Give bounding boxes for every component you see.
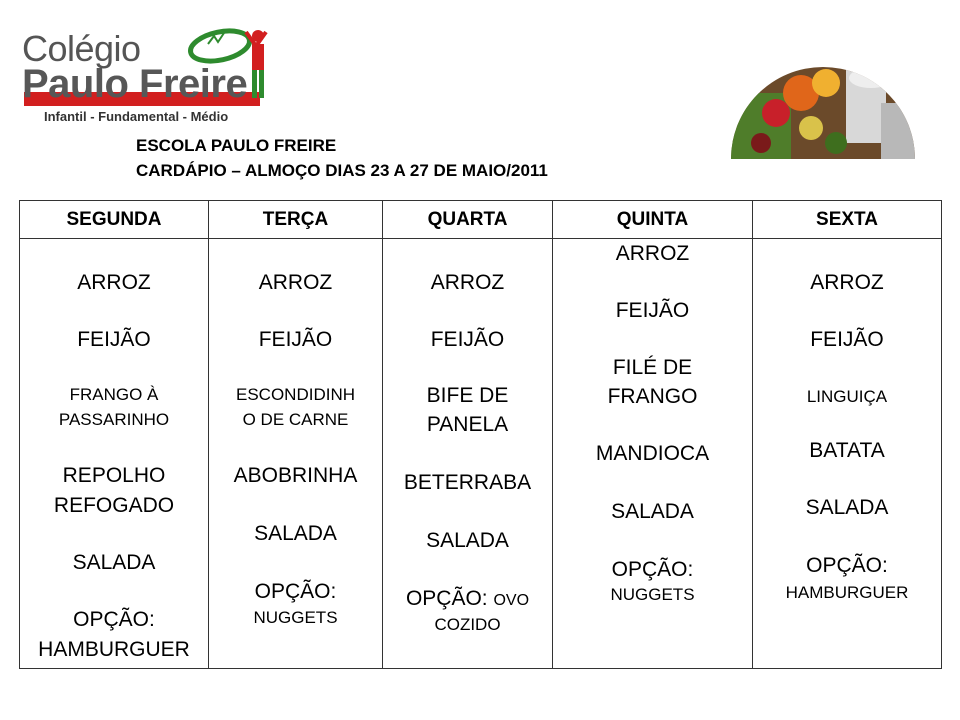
menu-cell-quinta <box>553 239 753 669</box>
menu-item: ARROZ <box>258 271 333 294</box>
menu-cell-terca <box>209 239 383 669</box>
menu-option-value: HAMBURGUER <box>38 638 190 661</box>
day-header-terca: TERÇA <box>209 201 383 239</box>
menu-item: FEIJÃO <box>77 328 151 351</box>
school-logo <box>20 22 270 132</box>
menu-item: PANELA <box>426 413 509 436</box>
menu-option-value: HAMBURGUER <box>785 583 909 602</box>
logo-segments-text: Infantil - Fundamental - Médio <box>44 109 229 124</box>
menu-cell-sexta <box>753 239 942 669</box>
menu-item: BATATA <box>809 439 885 462</box>
menu-item: ARROZ <box>810 271 884 294</box>
menu-item: BIFE DE <box>426 384 509 407</box>
menu-option-label: OPÇÃO: <box>73 608 155 631</box>
menu-cell-segunda <box>20 239 209 669</box>
menu-item: ARROZ <box>615 242 690 265</box>
menu-item: SALADA <box>805 496 889 519</box>
food-illustration <box>731 53 915 159</box>
menu-option-label: OPÇÃO: <box>806 554 888 577</box>
menu-item: O DE CARNE <box>242 410 349 429</box>
menu-option-label: OPÇÃO: <box>405 587 488 610</box>
day-header-sexta: SEXTA <box>753 201 942 239</box>
school-name-heading: ESCOLA PAULO FREIRE <box>136 136 337 155</box>
menu-option-value: NUGGETS <box>253 608 338 627</box>
day-header-segunda: SEGUNDA <box>20 201 209 239</box>
menu-item: FRANGO <box>607 385 698 408</box>
table-row <box>20 239 942 669</box>
menu-item: ESCONDIDINH <box>235 385 355 404</box>
menu-item: BETERRABA <box>403 471 532 494</box>
menu-option-label: OPÇÃO: <box>611 558 694 581</box>
menu-item: SALADA <box>254 522 337 545</box>
menu-table <box>19 200 942 669</box>
menu-item: FEIJÃO <box>430 328 505 351</box>
menu-item: FEIJÃO <box>615 299 690 322</box>
menu-item: SALADA <box>72 551 156 574</box>
day-header-quarta: QUARTA <box>383 201 553 239</box>
menu-item: REFOGADO <box>53 494 175 517</box>
menu-item: FILÉ DE <box>612 356 693 379</box>
menu-cell-quarta <box>383 239 553 669</box>
menu-item: SALADA <box>611 500 694 523</box>
logo-paulo-freire-text: Paulo Freire <box>22 62 248 106</box>
menu-item: LINGUIÇA <box>806 387 888 406</box>
menu-item: FEIJÃO <box>810 328 884 351</box>
menu-item: PASSARINHO <box>58 410 170 429</box>
menu-item: FRANGO À <box>69 385 159 404</box>
day-header-quinta: QUINTA <box>553 201 753 239</box>
menu-item: ARROZ <box>77 271 151 294</box>
menu-item: FEIJÃO <box>258 328 333 351</box>
logo-colegio-text: Colégio <box>22 28 141 69</box>
menu-option-value: COZIDO <box>434 615 501 634</box>
logo-emblem-icon <box>180 22 275 112</box>
menu-option-value: OVO <box>493 592 530 609</box>
menu-item: MANDIOCA <box>595 442 710 465</box>
menu-item: SALADA <box>426 529 509 552</box>
menu-item: ARROZ <box>430 271 505 294</box>
menu-subtitle-heading: CARDÁPIO – ALMOÇO DIAS 23 A 27 DE MAIO/2011 <box>136 161 548 180</box>
table-header-row <box>20 201 942 239</box>
menu-option-value: NUGGETS <box>610 585 695 604</box>
menu-item: ABOBRINHA <box>233 464 358 487</box>
menu-item: REPOLHO <box>62 464 166 487</box>
menu-option-label: OPÇÃO: <box>254 580 337 603</box>
